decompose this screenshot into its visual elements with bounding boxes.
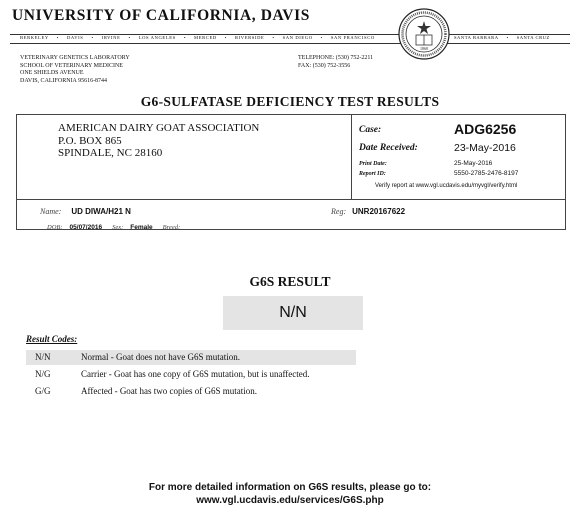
result-heading: G6S RESULT (249, 274, 331, 289)
address-line: ONE SHIELDS AVENUE (20, 70, 84, 77)
campus-name: SAN FRANCISCO (330, 35, 375, 40)
owner-line: SPINDALE, NC 28160 (58, 147, 163, 159)
code: G/G (35, 386, 51, 396)
registration-number: UNR20167622 (352, 207, 406, 216)
university-seal-icon (398, 8, 450, 60)
report-info-box (16, 114, 566, 230)
lab-contact (298, 55, 373, 70)
received-date: 23-May-2016 (454, 142, 516, 154)
campus-name: SANTA CRUZ (516, 35, 550, 40)
address-line: DAVIS, CALIFORNIA 95616-8744 (20, 77, 108, 84)
animal-name: UD DIWA/H21 N (71, 207, 131, 216)
university-name: UNIVERSITY OF CALIFORNIA, DAVIS (12, 7, 310, 24)
report-title: G6-SULFATASE DEFICIENCY TEST RESULTS (140, 94, 440, 109)
footer-info (0, 481, 580, 507)
print-date: 25-May-2016 (454, 160, 493, 167)
owner-address (58, 122, 259, 160)
code-description: Normal - Goat does not have G6S mutation. (81, 352, 240, 362)
received-label: Date Received: (359, 143, 418, 153)
result-code-row (26, 384, 356, 399)
footer-link[interactable]: www.vgl.ucdavis.edu/services/G6S.php (196, 495, 384, 506)
reg-label: Reg: (331, 207, 347, 216)
footer-text: For more detailed information on G6S results, please go to: (148, 482, 432, 493)
report-id-label: Report ID: (359, 171, 386, 177)
case-number: ADG6256 (454, 121, 517, 137)
campus-list-right: SANTA BARBARA • SANTA CRUZ (454, 35, 550, 40)
fax: FAX: (530) 752-3556 (298, 62, 351, 69)
address-line: SCHOOL OF VETERINARY MEDICINE (20, 62, 123, 69)
result-code-row (26, 350, 356, 365)
print-date-label: Print Date: (359, 161, 387, 167)
campus-list-left: BERKELEY • DAVIS • IRVINE • LOS ANGELES • MERCED • RIVERSIDE • SAN DIEGO • SAN FRANCISCO (20, 35, 375, 40)
case-label: Case: (359, 125, 382, 135)
animal-details-row (47, 216, 183, 234)
result-value: N/N (223, 296, 363, 330)
campus-name: RIVERSIDE (235, 35, 265, 40)
report-id: 5550-2785-2476-8197 (454, 170, 519, 177)
dob-label: DOB: (47, 224, 63, 231)
code-description: Affected - Goat has two copies of G6S mutation. (81, 386, 258, 396)
campus-name: MERCED (194, 35, 217, 40)
campus-name: LOS ANGELES (138, 35, 176, 40)
owner-line: P.O. BOX 865 (58, 134, 122, 147)
result-code-row (26, 367, 356, 382)
breed-label: Breed: (162, 224, 181, 231)
sex-label: Sex: (112, 224, 124, 231)
code-description: Carrier - Goat has one copy of G6S mutation, but is unaffected. (81, 369, 310, 379)
code: N/G (35, 369, 51, 379)
address-line: VETERINARY GENETICS LABORATORY (20, 55, 130, 61)
result-codes-label: Result Codes: (26, 334, 78, 344)
campus-name: SANTA BARBARA (454, 35, 499, 40)
name-label: Name: (40, 207, 62, 216)
code: N/N (35, 352, 51, 362)
owner-line: AMERICAN DAIRY GOAT ASSOCIATION (58, 122, 260, 134)
campus-name: DAVIS (67, 35, 84, 40)
campus-name: SAN DIEGO (282, 35, 313, 40)
campus-bar (10, 33, 570, 45)
dob-value: 05/07/2016 (69, 224, 103, 231)
verify-link[interactable]: Verify report at www.vgl.ucdavis.edu/myvgl/verify.html (375, 183, 518, 189)
seal-year: 1868 (420, 46, 428, 51)
telephone: TELEPHONE: (530) 752-2211 (298, 55, 374, 61)
campus-name: BERKELEY (20, 35, 49, 40)
registration-row (331, 201, 405, 219)
sex-value: Female (130, 224, 153, 231)
campus-name: IRVINE (101, 35, 121, 40)
lab-address (20, 55, 130, 85)
